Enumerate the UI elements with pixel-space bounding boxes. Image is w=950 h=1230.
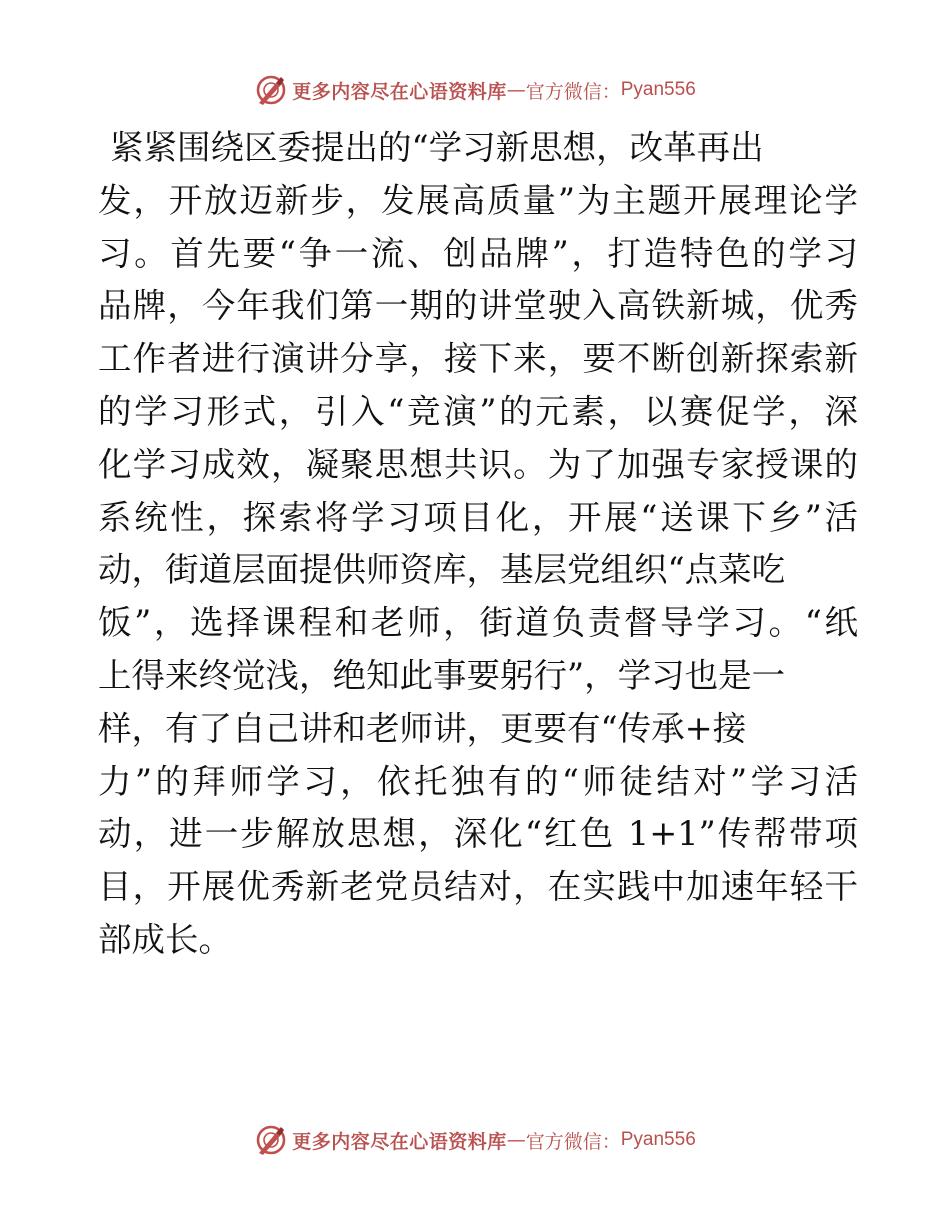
text-line: 上得来终觉浅，绝知此事要躬行”，学习也是一 bbox=[98, 655, 786, 695]
text-line: 系统性，探索将学习项目化，开展“送课下乡”活 bbox=[98, 497, 858, 537]
text-line: 动，进一步解放思想，深化“红色 1+1”传帮带项 bbox=[98, 814, 858, 854]
body-paragraph bbox=[98, 122, 858, 967]
watermark-wechat-id: Pyan556 bbox=[620, 79, 696, 100]
watermark-contact-label: 官方微信： bbox=[525, 80, 621, 103]
pen-logo-icon bbox=[254, 73, 288, 107]
watermark-text: 更多内容尽在心语资料库 bbox=[292, 80, 507, 103]
text-line: 目，开展优秀新老党员结对，在实践中加速年轻干 bbox=[98, 867, 858, 907]
text-line: 发，开放迈新步，发展高质量”为主题开展理论学 bbox=[98, 180, 858, 220]
header-watermark bbox=[0, 70, 950, 110]
pen-logo-icon bbox=[254, 1123, 288, 1157]
text-line: 工作者进行演讲分享，接下来，要不断创新探索新 bbox=[98, 339, 858, 379]
text-line: 部成长。 bbox=[98, 919, 232, 959]
text-line: 化学习成效，凝聚思想共识。为了加强专家授课的 bbox=[98, 444, 858, 484]
text-line: 样，有了自己讲和老师讲，更要有“传承+接 bbox=[98, 708, 747, 748]
watermark-contact-label: 官方微信： bbox=[525, 1130, 621, 1153]
text-line: 力”的拜师学习，依托独有的“师徒结对”学习活 bbox=[98, 761, 858, 801]
text-line: 习。首先要“争一流、创品牌”，打造特色的学习 bbox=[98, 233, 858, 273]
watermark-dash: — bbox=[506, 79, 526, 101]
watermark-wechat-id: Pyan556 bbox=[620, 1129, 696, 1150]
footer-watermark bbox=[0, 1120, 950, 1160]
text-line: 饭”，选择课程和老师，街道负责督导学习。“纸 bbox=[98, 603, 858, 643]
text-line: 品牌，今年我们第一期的讲堂驶入高铁新城，优秀 bbox=[98, 286, 858, 326]
watermark-dash: — bbox=[506, 1129, 526, 1151]
text-line: 紧紧围绕区委提出的“学习新思想，改革再出 bbox=[110, 128, 764, 167]
text-line: 的学习形式，引入“竞演”的元素，以赛促学，深 bbox=[98, 391, 858, 431]
text-line: 动，街道层面提供师资库，基层党组织“点菜吃 bbox=[98, 550, 786, 590]
watermark-text: 更多内容尽在心语资料库 bbox=[292, 1130, 507, 1153]
